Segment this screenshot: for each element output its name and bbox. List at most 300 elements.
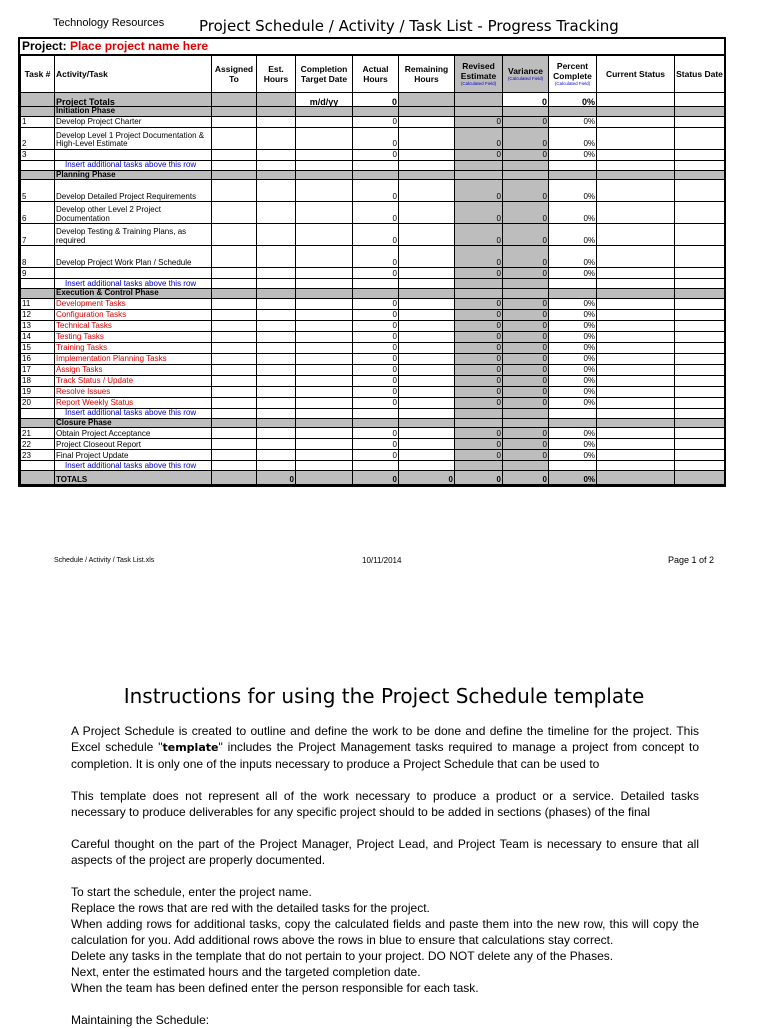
insert-cell [257,160,296,170]
status-cell[interactable] [597,439,675,450]
remaining-cell[interactable] [399,116,455,127]
actual-cell[interactable]: 0 [353,375,399,386]
task-name[interactable]: Obtain Project Acceptance [55,428,212,439]
status-date-cell[interactable] [675,450,725,461]
est-hours-cell[interactable] [257,428,296,439]
project-name-placeholder[interactable]: Place project name here [70,39,209,53]
task-row[interactable] [21,450,725,461]
status-cell[interactable] [597,386,675,397]
phase-cell [212,418,257,428]
actual-cell[interactable]: 0 [353,309,399,320]
revised-cell: 0 [455,298,503,309]
revised-cell: 0 [455,364,503,375]
task-name[interactable]: Report Weekly Status [55,397,212,408]
status-cell[interactable] [597,246,675,268]
insert-cell [675,461,725,471]
status-date-cell[interactable] [675,116,725,127]
assigned-cell[interactable] [212,397,257,408]
schedule-sheet [18,37,726,487]
instr-p1 [71,723,699,772]
insert-cell [503,279,549,289]
status-cell[interactable] [597,116,675,127]
task-name[interactable]: Development Tasks [55,298,212,309]
status-date-cell[interactable] [675,180,725,202]
completion-cell[interactable] [296,246,353,268]
status-cell[interactable] [597,127,675,149]
completion-cell[interactable] [296,331,353,342]
insert-cell [353,279,399,289]
phase-cell [399,418,455,428]
task-name[interactable]: Develop Testing & Training Plans, as required [55,224,212,246]
remaining-cell[interactable] [399,331,455,342]
task-name[interactable]: Testing Tasks [55,331,212,342]
status-date-cell[interactable] [675,268,725,279]
remaining-cell[interactable] [399,202,455,224]
phase-cell [257,289,296,299]
status-cell[interactable] [597,353,675,364]
remaining-cell[interactable] [399,180,455,202]
completion-cell[interactable] [296,342,353,353]
org-name: Technology Resources [53,17,165,29]
task-name[interactable]: Training Tasks [55,342,212,353]
phase-cell [212,289,257,299]
insert-cell [675,408,725,418]
project-name-row[interactable] [20,39,724,55]
variance-cell: 0 [503,224,549,246]
percent-cell: 0% [549,364,597,375]
phase-num-cell [21,289,55,299]
status-cell[interactable] [597,364,675,375]
status-cell[interactable] [597,224,675,246]
instructions-title: Instructions for using the Project Schedule template [123,684,645,708]
completion-cell[interactable] [296,298,353,309]
task-name[interactable] [55,149,212,160]
remaining-cell[interactable] [399,397,455,408]
task-row[interactable] [21,116,725,127]
remaining-cell[interactable] [399,364,455,375]
task-row[interactable] [21,309,725,320]
status-date-cell[interactable] [675,224,725,246]
task-row[interactable] [21,439,725,450]
status-date-cell[interactable] [675,439,725,450]
task-row[interactable] [21,246,725,268]
phase-cell [296,170,353,180]
task-num: 16 [21,353,55,364]
task-num: 22 [21,439,55,450]
status-date-cell[interactable] [675,375,725,386]
completion-cell[interactable] [296,439,353,450]
task-name[interactable]: Develop Project Work Plan / Schedule [55,246,212,268]
status-date-cell[interactable] [675,127,725,149]
remaining-cell[interactable] [399,320,455,331]
actual-cell[interactable]: 0 [353,331,399,342]
insert-cell [212,279,257,289]
completion-cell[interactable] [296,116,353,127]
est-hours-cell[interactable] [257,116,296,127]
revised-cell: 0 [455,268,503,279]
task-row[interactable] [21,375,725,386]
status-cell[interactable] [597,331,675,342]
actual-cell[interactable]: 0 [353,116,399,127]
status-cell[interactable] [597,320,675,331]
actual-cell[interactable]: 0 [353,180,399,202]
status-date-cell[interactable] [675,353,725,364]
variance-cell: 0 [503,320,549,331]
assigned-cell[interactable] [212,116,257,127]
revised-cell: 0 [455,180,503,202]
phase-cell [597,170,675,180]
completion-cell[interactable] [296,450,353,461]
remaining-cell[interactable] [399,450,455,461]
remaining-cell[interactable] [399,342,455,353]
revised-cell: 0 [455,202,503,224]
task-name[interactable]: Project Closeout Report [55,439,212,450]
status-date-cell[interactable] [675,149,725,160]
assigned-cell[interactable] [212,246,257,268]
variance-cell: 0 [503,309,549,320]
insert-cell [212,160,257,170]
variance-cell: 0 [503,450,549,461]
status-cell[interactable] [597,342,675,353]
status-date-cell[interactable] [675,428,725,439]
revised-cell: 0 [455,353,503,364]
task-row[interactable] [21,353,725,364]
instr-l1: To start the schedule, enter the project name. [71,885,312,899]
remaining-cell[interactable] [399,386,455,397]
instr-l7: Maintaining the Schedule: [71,1013,210,1027]
assigned-cell[interactable] [212,450,257,461]
task-name[interactable]: Technical Tasks [55,320,212,331]
actual-cell[interactable]: 0 [353,246,399,268]
insert-cell [399,279,455,289]
variance-cell: 0 [503,428,549,439]
assigned-cell[interactable] [212,149,257,160]
est-hours-cell[interactable] [257,386,296,397]
variance-cell: 0 [503,149,549,160]
est-hours-cell[interactable] [257,180,296,202]
percent-cell: 0% [549,268,597,279]
status-date-cell[interactable] [675,298,725,309]
completion-cell[interactable] [296,428,353,439]
variance-cell: 0 [503,268,549,279]
est-hours-cell[interactable] [257,268,296,279]
status-date-cell[interactable] [675,309,725,320]
assigned-cell[interactable] [212,320,257,331]
insert-cell [399,160,455,170]
totals-date[interactable]: m/d/yy [296,93,353,107]
assigned-cell[interactable] [212,331,257,342]
remaining-cell[interactable] [399,127,455,149]
footer-page: Page 1 of 2 [668,555,715,565]
insert-cell [296,461,353,471]
insert-row [21,279,725,289]
task-row[interactable] [21,397,725,408]
phase-cell [549,289,597,299]
status-cell[interactable] [597,428,675,439]
remaining-cell[interactable] [399,268,455,279]
remaining-cell[interactable] [399,309,455,320]
status-cell[interactable] [597,450,675,461]
gt-revised: 0 [455,471,503,485]
est-hours-cell[interactable] [257,397,296,408]
status-cell[interactable] [597,397,675,408]
completion-cell[interactable] [296,320,353,331]
est-hours-cell[interactable] [257,353,296,364]
instr-l6: When the team has been defined enter the person responsible for each task. [71,981,479,995]
phase-cell [353,289,399,299]
completion-cell[interactable] [296,364,353,375]
remaining-cell[interactable] [399,149,455,160]
task-row[interactable] [21,386,725,397]
phase-row-execution [21,289,725,299]
completion-cell[interactable] [296,375,353,386]
actual-cell[interactable]: 0 [353,450,399,461]
insert-cell [353,408,399,418]
instr-l3: When adding rows for additional tasks, copy the calculated fields and paste them into the new row, this will copy the calculation for you. Add additional rows above the rows in blue to ensure that calculations stay correct. [71,917,699,947]
est-hours-cell[interactable] [257,450,296,461]
col-percent [549,56,597,93]
phase-cell [399,289,455,299]
phase-cell [212,107,257,117]
est-hours-cell[interactable] [257,309,296,320]
assigned-cell[interactable] [212,309,257,320]
task-row[interactable] [21,127,725,149]
remaining-cell[interactable] [399,353,455,364]
task-row[interactable] [21,364,725,375]
est-hours-cell[interactable] [257,246,296,268]
actual-cell[interactable]: 0 [353,353,399,364]
percent-cell: 0% [549,180,597,202]
phase-num-cell [21,170,55,180]
phase-cell [549,107,597,117]
actual-cell[interactable]: 0 [353,298,399,309]
task-name[interactable]: Develop Detailed Project Requirements [55,180,212,202]
revised-cell: 0 [455,116,503,127]
actual-cell[interactable]: 0 [353,386,399,397]
remaining-cell[interactable] [399,375,455,386]
completion-cell[interactable] [296,309,353,320]
assigned-cell[interactable] [212,224,257,246]
status-cell[interactable] [597,309,675,320]
variance-cell: 0 [503,246,549,268]
completion-cell[interactable] [296,127,353,149]
remaining-cell[interactable] [399,428,455,439]
est-hours-cell[interactable] [257,439,296,450]
assigned-cell[interactable] [212,298,257,309]
phase-cell [675,418,725,428]
actual-cell[interactable]: 0 [353,439,399,450]
revised-cell: 0 [455,127,503,149]
gt-cell [296,471,353,485]
col-status: Current Status [597,56,675,93]
task-name[interactable]: Track Status / Update [55,375,212,386]
assigned-cell[interactable] [212,353,257,364]
actual-cell[interactable]: 0 [353,364,399,375]
variance-cell: 0 [503,386,549,397]
actual-cell[interactable]: 0 [353,397,399,408]
status-date-cell[interactable] [675,331,725,342]
task-row[interactable] [21,331,725,342]
header-row [21,56,725,93]
totals-actual: 0 [353,93,399,107]
page-title: Project Schedule / Activity / Task List - Progress Tracking [199,17,619,35]
task-name[interactable]: Develop other Level 2 Project Documentation [55,202,212,224]
status-cell[interactable] [597,268,675,279]
status-cell[interactable] [597,149,675,160]
remaining-cell[interactable] [399,224,455,246]
assigned-cell[interactable] [212,342,257,353]
percent-cell: 0% [549,202,597,224]
insert-row [21,461,725,471]
revised-cell: 0 [455,246,503,268]
remaining-cell[interactable] [399,298,455,309]
insert-num [21,461,55,471]
task-num: 8 [21,246,55,268]
est-hours-cell[interactable] [257,149,296,160]
task-num: 13 [21,320,55,331]
task-name[interactable] [55,268,212,279]
phase-label: Execution & Control Phase [55,289,212,299]
assigned-cell[interactable] [212,439,257,450]
gt-percent: 0% [549,471,597,485]
variance-cell: 0 [503,298,549,309]
assigned-cell[interactable] [212,375,257,386]
status-date-cell[interactable] [675,397,725,408]
insert-cell [597,279,675,289]
instr-l5: Next, enter the estimated hours and the targeted completion date. [71,965,421,979]
grand-totals-label: TOTALS [55,471,212,485]
col-remaining: Remaining Hours [399,56,455,93]
actual-cell[interactable]: 0 [353,202,399,224]
percent-cell: 0% [549,224,597,246]
remaining-cell[interactable] [399,439,455,450]
insert-cell [455,408,503,418]
est-hours-cell[interactable] [257,375,296,386]
task-row[interactable] [21,268,725,279]
phase-cell [503,289,549,299]
phase-cell [549,170,597,180]
gt-cell [212,471,257,485]
status-cell[interactable] [597,202,675,224]
percent-cell: 0% [549,309,597,320]
phase-cell [597,418,675,428]
task-row[interactable] [21,180,725,202]
task-name[interactable]: Configuration Tasks [55,309,212,320]
est-hours-cell[interactable] [257,364,296,375]
status-date-cell[interactable] [675,202,725,224]
task-num: 14 [21,331,55,342]
task-row[interactable] [21,149,725,160]
actual-cell[interactable]: 0 [353,428,399,439]
insert-cell [399,408,455,418]
task-name[interactable]: Final Project Update [55,450,212,461]
est-hours-cell[interactable] [257,331,296,342]
status-date-cell[interactable] [675,320,725,331]
actual-cell[interactable]: 0 [353,149,399,160]
gt-cell [675,471,725,485]
totals-variance: 0 [503,93,549,107]
task-row[interactable] [21,320,725,331]
completion-cell[interactable] [296,224,353,246]
status-date-cell[interactable] [675,246,725,268]
actual-cell[interactable]: 0 [353,320,399,331]
task-name[interactable]: Develop Level 1 Project Documentation & High-Level Estimate [55,127,212,149]
assigned-cell[interactable] [212,364,257,375]
assigned-cell[interactable] [212,202,257,224]
task-row[interactable] [21,202,725,224]
revised-cell: 0 [455,428,503,439]
completion-cell[interactable] [296,386,353,397]
gt-variance: 0 [503,471,549,485]
status-cell[interactable] [597,180,675,202]
status-cell[interactable] [597,375,675,386]
est-hours-cell[interactable] [257,298,296,309]
col-task-num: Task # [21,56,55,93]
revised-cell: 0 [455,342,503,353]
task-row[interactable] [21,298,725,309]
gt-cell [21,471,55,485]
status-cell[interactable] [597,298,675,309]
actual-cell[interactable]: 0 [353,342,399,353]
est-hours-cell[interactable] [257,224,296,246]
est-hours-cell[interactable] [257,342,296,353]
actual-cell[interactable]: 0 [353,268,399,279]
completion-cell[interactable] [296,180,353,202]
insert-cell [549,408,597,418]
est-hours-cell[interactable] [257,127,296,149]
status-date-cell[interactable] [675,386,725,397]
assigned-cell[interactable] [212,127,257,149]
percent-cell: 0% [549,149,597,160]
calc-note: (Calculated Field) [507,76,544,81]
status-date-cell[interactable] [675,364,725,375]
task-name[interactable]: Develop Project Charter [55,116,212,127]
completion-cell[interactable] [296,268,353,279]
task-row[interactable] [21,224,725,246]
est-hours-cell[interactable] [257,202,296,224]
actual-cell[interactable]: 0 [353,127,399,149]
task-name[interactable]: Resolve Issues [55,386,212,397]
insert-cell [455,461,503,471]
completion-cell[interactable] [296,397,353,408]
variance-cell: 0 [503,342,549,353]
instr-l4: Delete any tasks in the template that do not pertain to your project. DO NOT delete any of the Phases. [71,949,614,963]
assigned-cell[interactable] [212,180,257,202]
percent-cell: 0% [549,375,597,386]
completion-cell[interactable] [296,202,353,224]
task-row[interactable] [21,428,725,439]
est-hours-cell[interactable] [257,320,296,331]
task-name[interactable]: Assign Tasks [55,364,212,375]
insert-cell [455,160,503,170]
remaining-cell[interactable] [399,246,455,268]
phase-label: Initiation Phase [55,107,212,117]
actual-cell[interactable]: 0 [353,224,399,246]
percent-cell: 0% [549,397,597,408]
task-name[interactable]: Implementation Planning Tasks [55,353,212,364]
assigned-cell[interactable] [212,386,257,397]
completion-cell[interactable] [296,353,353,364]
assigned-cell[interactable] [212,428,257,439]
insert-cell [549,461,597,471]
assigned-cell[interactable] [212,268,257,279]
task-row[interactable] [21,342,725,353]
phase-cell [353,170,399,180]
task-num: 2 [21,127,55,149]
completion-cell[interactable] [296,149,353,160]
project-totals-row [21,93,725,107]
status-date-cell[interactable] [675,342,725,353]
